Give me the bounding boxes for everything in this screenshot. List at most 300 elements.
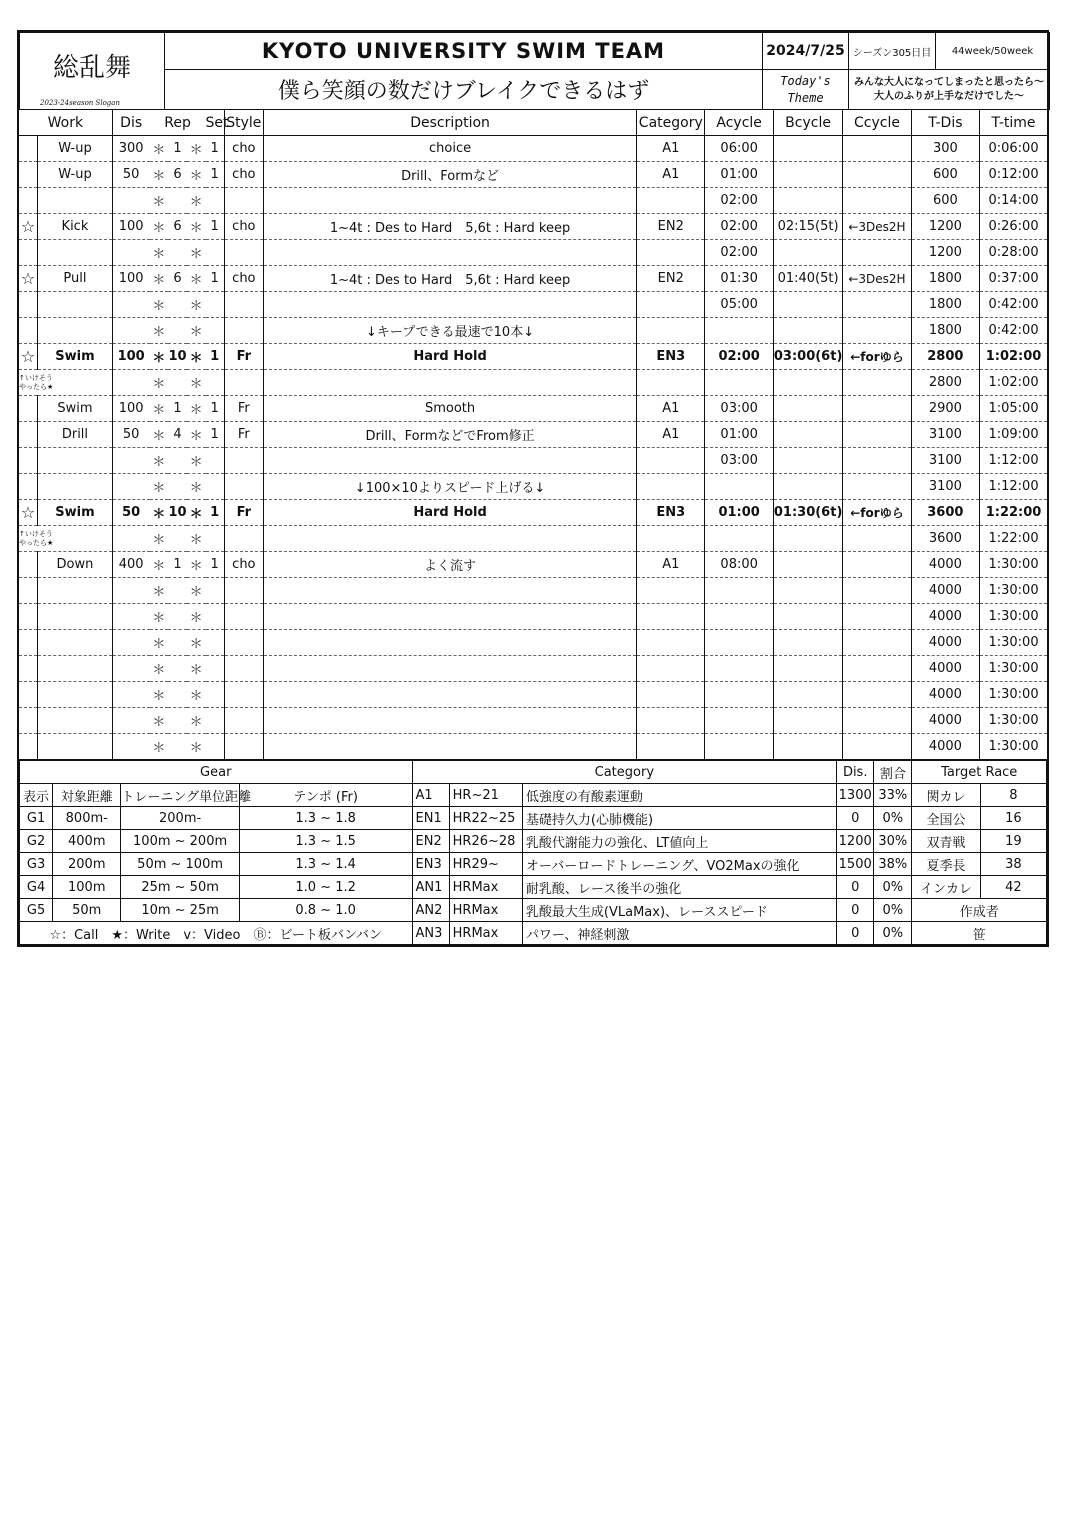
description-cell: [264, 630, 637, 656]
set-cell: [206, 604, 225, 630]
category-cell: [637, 526, 705, 552]
category-cell: [637, 370, 705, 396]
category-code: EN2: [412, 830, 449, 853]
category-hr: HRMax: [449, 899, 522, 922]
menu-row: [19, 552, 1047, 578]
set-cell: 1: [206, 422, 225, 448]
today-theme-line2: 大人のふりが上手なだけでした～: [874, 90, 1024, 102]
rep-cell: [168, 370, 187, 396]
style-cell: [224, 448, 263, 474]
style-cell: [224, 370, 263, 396]
menu-row: [19, 396, 1047, 422]
style-cell: [224, 682, 263, 708]
menu-row: [19, 526, 1047, 552]
total-dis-cell: 4000: [911, 578, 979, 604]
category-hr: HRMax: [449, 922, 522, 945]
work-cell: Kick: [38, 214, 113, 240]
total-time-cell: 1:30:00: [980, 604, 1047, 630]
menu-row: [19, 318, 1047, 344]
rep-cell: [168, 682, 187, 708]
mult-sign: ＊: [187, 266, 206, 292]
set-cell: [206, 240, 225, 266]
description-cell: Hard Hold: [264, 344, 637, 370]
menu-header-row: [19, 110, 1047, 136]
acycle-cell: 01:00: [705, 162, 773, 188]
bcycle-cell: [773, 292, 842, 318]
rep-cell: [168, 604, 187, 630]
category-ratio: 33%: [874, 784, 912, 807]
col-header-bcycle: Bcycle: [773, 110, 842, 136]
category-cell: EN3: [637, 500, 705, 526]
category-description: 低強度の有酸素運動: [522, 784, 836, 807]
category-code: AN2: [412, 899, 449, 922]
bcycle-cell: [773, 396, 842, 422]
bcycle-cell: [773, 552, 842, 578]
dis-cell: [112, 292, 149, 318]
menu-row: [19, 682, 1047, 708]
acycle-cell: [705, 630, 773, 656]
category-description: 乳酸代謝能力の強化、LT値向上: [522, 830, 836, 853]
total-dis-cell: 3100: [911, 422, 979, 448]
style-cell: Fr: [224, 422, 263, 448]
mult-sign: ＊: [187, 604, 206, 630]
bcycle-cell: [773, 136, 842, 162]
work-cell: Drill: [38, 422, 113, 448]
category-hr: HRMax: [449, 876, 522, 899]
col-header-set: Set: [206, 110, 225, 136]
mult-sign: ＊: [187, 292, 206, 318]
style-cell: [224, 708, 263, 734]
dis-cell: [112, 370, 149, 396]
category-ratio: 0%: [874, 899, 912, 922]
race-weeks: 16: [980, 807, 1046, 830]
description-cell: Hard Hold: [264, 500, 637, 526]
dis-cell: 50: [112, 422, 149, 448]
description-cell: Drill、FormなどでFrom修正: [264, 422, 637, 448]
menu-row: [19, 370, 1047, 396]
mult-sign: ＊: [150, 188, 169, 214]
ccycle-cell: [843, 552, 911, 578]
category-ratio: 30%: [874, 830, 912, 853]
col-header-ccycle: Ccycle: [843, 110, 911, 136]
work-cell: [38, 578, 113, 604]
description-cell: [264, 708, 637, 734]
total-time-cell: 0:37:00: [980, 266, 1047, 292]
set-cell: 1: [206, 136, 225, 162]
menu-row: [19, 344, 1047, 370]
mult-sign: ＊: [150, 578, 169, 604]
mark-legend: ☆：Call ★：Write v：Video Ⓑ：ビート板バンバン: [20, 922, 413, 945]
gear-title: Gear: [20, 761, 413, 784]
acycle-cell: 03:00: [705, 396, 773, 422]
category-cell: [637, 604, 705, 630]
category-ratio-header: 割合: [874, 761, 912, 784]
ccycle-cell: ←forゆら: [843, 500, 911, 526]
rep-cell: [168, 448, 187, 474]
set-cell: [206, 656, 225, 682]
menu-row: [19, 448, 1047, 474]
acycle-cell: [705, 578, 773, 604]
work-cell: W-up: [38, 136, 113, 162]
race-weeks: 8: [980, 784, 1046, 807]
set-cell: [206, 682, 225, 708]
total-dis-cell: 600: [911, 162, 979, 188]
ccycle-cell: [843, 396, 911, 422]
total-dis-cell: 1800: [911, 266, 979, 292]
bcycle-cell: [773, 448, 842, 474]
category-hr: HR~21: [449, 784, 522, 807]
gear-cell: 10m ~ 25m: [121, 899, 239, 922]
gear-cell: 800m-: [53, 807, 121, 830]
total-time-cell: 1:30:00: [980, 734, 1047, 760]
menu-row: [19, 474, 1047, 500]
gear-cell: 1.3 ~ 1.5: [239, 830, 412, 853]
bottom-tables: [19, 760, 1047, 945]
today-theme-label: [763, 70, 849, 110]
description-cell: [264, 578, 637, 604]
category-cell: [637, 240, 705, 266]
style-cell: [224, 474, 263, 500]
bcycle-cell: [773, 188, 842, 214]
mult-sign: ＊: [150, 734, 169, 760]
category-cell: A1: [637, 552, 705, 578]
work-cell: Swim: [38, 344, 113, 370]
total-dis-cell: 4000: [911, 552, 979, 578]
category-cell: [637, 656, 705, 682]
menu-row: [19, 734, 1047, 760]
menu-row: [19, 240, 1047, 266]
set-cell: [206, 448, 225, 474]
rep-cell: [168, 578, 187, 604]
dis-cell: [112, 188, 149, 214]
category-cell: [637, 318, 705, 344]
star-mark: [19, 448, 38, 474]
total-time-cell: 1:30:00: [980, 578, 1047, 604]
category-distance: 1200: [837, 830, 874, 853]
description-cell: ↓キープできる最速で10本↓: [264, 318, 637, 344]
category-title: Category: [412, 761, 837, 784]
bcycle-cell: [773, 370, 842, 396]
menu-row: [19, 656, 1047, 682]
description-cell: ↓100×10よりスピード上げる↓: [264, 474, 637, 500]
gear-cell: 0.8 ~ 1.0: [239, 899, 412, 922]
bcycle-cell: [773, 474, 842, 500]
menu-row: [19, 188, 1047, 214]
total-dis-cell: 300: [911, 136, 979, 162]
gear-cell: 1.3 ~ 1.8: [239, 807, 412, 830]
dis-cell: [112, 448, 149, 474]
bcycle-cell: [773, 734, 842, 760]
race-name: インカレ: [912, 876, 980, 899]
bottom-row: [20, 830, 1047, 853]
category-cell: A1: [637, 422, 705, 448]
acycle-cell: [705, 734, 773, 760]
col-header-category: Category: [637, 110, 705, 136]
col-header-work: Work: [19, 110, 112, 136]
description-cell: [264, 734, 637, 760]
category-code: EN1: [412, 807, 449, 830]
gear-cell: 200m-: [121, 807, 239, 830]
total-dis-cell: 4000: [911, 656, 979, 682]
rep-cell: [168, 240, 187, 266]
category-cell: A1: [637, 136, 705, 162]
bottom-title-row: [20, 761, 1047, 784]
row-note: [19, 526, 112, 552]
menu-row: [19, 708, 1047, 734]
category-ratio: 0%: [874, 876, 912, 899]
gear-cell: 50m ~ 100m: [121, 853, 239, 876]
total-dis-cell: 3600: [911, 500, 979, 526]
race-name: 夏季長: [912, 853, 980, 876]
total-dis-cell: 2900: [911, 396, 979, 422]
description-cell: [264, 526, 637, 552]
description-cell: [264, 240, 637, 266]
category-cell: [637, 630, 705, 656]
mult-sign: ＊: [150, 136, 169, 162]
star-mark: [19, 630, 38, 656]
acycle-cell: 06:00: [705, 136, 773, 162]
category-hr: HR29~: [449, 853, 522, 876]
date: 2024/7/25: [763, 33, 849, 70]
total-time-cell: 0:28:00: [980, 240, 1047, 266]
category-distance: 0: [837, 922, 874, 945]
total-time-cell: 1:30:00: [980, 682, 1047, 708]
set-cell: [206, 734, 225, 760]
total-time-cell: 1:30:00: [980, 630, 1047, 656]
category-cell: [637, 578, 705, 604]
total-dis-cell: 3600: [911, 526, 979, 552]
style-cell: cho: [224, 136, 263, 162]
total-dis-cell: 4000: [911, 604, 979, 630]
bcycle-cell: [773, 240, 842, 266]
mult-sign: ＊: [187, 188, 206, 214]
col-header-acycle: Acycle: [705, 110, 773, 136]
rep-cell: [168, 708, 187, 734]
acycle-cell: [705, 682, 773, 708]
style-cell: [224, 578, 263, 604]
col-header-t-dis: T-Dis: [911, 110, 979, 136]
rep-cell: [168, 188, 187, 214]
mult-sign: ＊: [150, 526, 169, 552]
category-cell: EN2: [637, 214, 705, 240]
set-cell: 1: [206, 162, 225, 188]
star-mark: [19, 682, 38, 708]
work-cell: [38, 656, 113, 682]
bottom-row: [20, 876, 1047, 899]
rep-cell: [168, 526, 187, 552]
ccycle-cell: [843, 370, 911, 396]
mult-sign: ＊: [150, 318, 169, 344]
bcycle-cell: [773, 578, 842, 604]
description-cell: 1~4t : Des to Hard 5,6t : Hard keep: [264, 214, 637, 240]
rep-cell: 1: [168, 136, 187, 162]
gear-header: 対象距離: [53, 784, 121, 807]
category-cell: [637, 448, 705, 474]
work-cell: [38, 318, 113, 344]
ccycle-cell: [843, 292, 911, 318]
acycle-cell: 01:00: [705, 500, 773, 526]
col-header-description: Description: [264, 110, 637, 136]
gear-cell: 100m: [53, 876, 121, 899]
ccycle-cell: [843, 656, 911, 682]
ccycle-cell: [843, 604, 911, 630]
bcycle-cell: [773, 422, 842, 448]
acycle-cell: 05:00: [705, 292, 773, 318]
mult-sign: ＊: [150, 448, 169, 474]
total-time-cell: 1:02:00: [980, 370, 1047, 396]
star-mark: [19, 578, 38, 604]
bcycle-cell: [773, 318, 842, 344]
ccycle-cell: [843, 682, 911, 708]
row-note-text: ↑いけそう やったら★: [19, 373, 54, 391]
acycle-cell: [705, 318, 773, 344]
col-header-rep: Rep: [150, 110, 206, 136]
total-time-cell: 0:14:00: [980, 188, 1047, 214]
bcycle-cell: [773, 526, 842, 552]
total-time-cell: 1:05:00: [980, 396, 1047, 422]
menu-row: [19, 162, 1047, 188]
set-cell: [206, 474, 225, 500]
total-dis-cell: 1800: [911, 292, 979, 318]
acycle-cell: [705, 604, 773, 630]
menu-row: [19, 266, 1047, 292]
dis-cell: 100: [112, 214, 149, 240]
target-race-title: Target Race: [912, 761, 1047, 784]
ccycle-cell: [843, 162, 911, 188]
menu-table: [19, 110, 1047, 760]
rep-cell: [168, 734, 187, 760]
bcycle-cell: [773, 630, 842, 656]
rep-cell: [168, 318, 187, 344]
author-name: 笹: [912, 922, 1047, 945]
dis-cell: [112, 526, 149, 552]
gear-cell: 400m: [53, 830, 121, 853]
dis-cell: [112, 604, 149, 630]
mult-sign: ＊: [150, 552, 169, 578]
mult-sign: ＊: [187, 708, 206, 734]
style-cell: cho: [224, 266, 263, 292]
work-cell: [38, 682, 113, 708]
total-time-cell: 1:30:00: [980, 708, 1047, 734]
total-dis-cell: 4000: [911, 734, 979, 760]
star-mark: [19, 136, 38, 162]
acycle-cell: 08:00: [705, 552, 773, 578]
total-dis-cell: 4000: [911, 708, 979, 734]
gear-cell: 1.0 ~ 1.2: [239, 876, 412, 899]
category-cell: [637, 292, 705, 318]
set-cell: [206, 526, 225, 552]
category-code: EN3: [412, 853, 449, 876]
total-dis-cell: 4000: [911, 682, 979, 708]
mult-sign: ＊: [150, 422, 169, 448]
col-header-t-time: T-time: [980, 110, 1047, 136]
work-cell: Pull: [38, 266, 113, 292]
bottom-row: [20, 899, 1047, 922]
dis-cell: [112, 240, 149, 266]
slogan-cell: [20, 33, 165, 110]
category-cell: A1: [637, 396, 705, 422]
season-day: シーズン305日目: [849, 33, 936, 70]
work-cell: [38, 240, 113, 266]
rep-cell: 6: [168, 162, 187, 188]
total-dis-cell: 3100: [911, 474, 979, 500]
work-cell: Down: [38, 552, 113, 578]
mult-sign: ＊: [187, 734, 206, 760]
mult-sign: ＊: [150, 682, 169, 708]
description-cell: [264, 448, 637, 474]
star-mark: ☆: [19, 344, 38, 370]
star-mark: [19, 734, 38, 760]
total-dis-cell: 2800: [911, 344, 979, 370]
mult-sign: ＊: [187, 214, 206, 240]
total-time-cell: 0:26:00: [980, 214, 1047, 240]
category-code: AN3: [412, 922, 449, 945]
gear-cell: 100m ~ 200m: [121, 830, 239, 853]
description-cell: [264, 656, 637, 682]
race-weeks: 42: [980, 876, 1046, 899]
star-mark: [19, 604, 38, 630]
category-cell: [637, 188, 705, 214]
star-mark: [19, 708, 38, 734]
bcycle-cell: [773, 708, 842, 734]
gear-cell: G4: [20, 876, 53, 899]
acycle-cell: 01:30: [705, 266, 773, 292]
work-cell: [38, 734, 113, 760]
style-cell: Fr: [224, 396, 263, 422]
mult-sign: ＊: [187, 370, 206, 396]
today-label-line2: Theme: [787, 90, 824, 105]
mult-sign: ＊: [150, 214, 169, 240]
acycle-cell: [705, 526, 773, 552]
bcycle-cell: [773, 604, 842, 630]
style-cell: [224, 734, 263, 760]
race-name: 双青戦: [912, 830, 980, 853]
total-dis-cell: 600: [911, 188, 979, 214]
category-cell: [637, 682, 705, 708]
category-distance: 0: [837, 876, 874, 899]
dis-cell: [112, 474, 149, 500]
total-time-cell: 1:12:00: [980, 448, 1047, 474]
total-time-cell: 1:12:00: [980, 474, 1047, 500]
mult-sign: ＊: [150, 292, 169, 318]
season-theme: 僕ら笑顔の数だけブレイクできるはず: [165, 70, 763, 110]
bottom-row: [20, 784, 1047, 807]
acycle-cell: [705, 474, 773, 500]
star-mark: [19, 162, 38, 188]
bcycle-cell: 01:30(6t): [773, 500, 842, 526]
star-mark: [19, 552, 38, 578]
gear-cell: G3: [20, 853, 53, 876]
dis-cell: 100: [112, 266, 149, 292]
week-counter: 44week/50week: [936, 33, 1050, 70]
set-cell: 1: [206, 552, 225, 578]
slogan-text: 総乱舞: [52, 53, 131, 83]
style-cell: [224, 604, 263, 630]
author-label: 作成者: [912, 899, 1047, 922]
star-mark: [19, 422, 38, 448]
mult-sign: ＊: [150, 396, 169, 422]
dis-cell: 400: [112, 552, 149, 578]
work-cell: [38, 448, 113, 474]
ccycle-cell: [843, 526, 911, 552]
total-time-cell: 1:09:00: [980, 422, 1047, 448]
description-cell: [264, 292, 637, 318]
mult-sign: ＊: [187, 240, 206, 266]
star-mark: [19, 188, 38, 214]
description-cell: よく流す: [264, 552, 637, 578]
race-weeks: 38: [980, 853, 1046, 876]
mult-sign: ＊: [150, 604, 169, 630]
